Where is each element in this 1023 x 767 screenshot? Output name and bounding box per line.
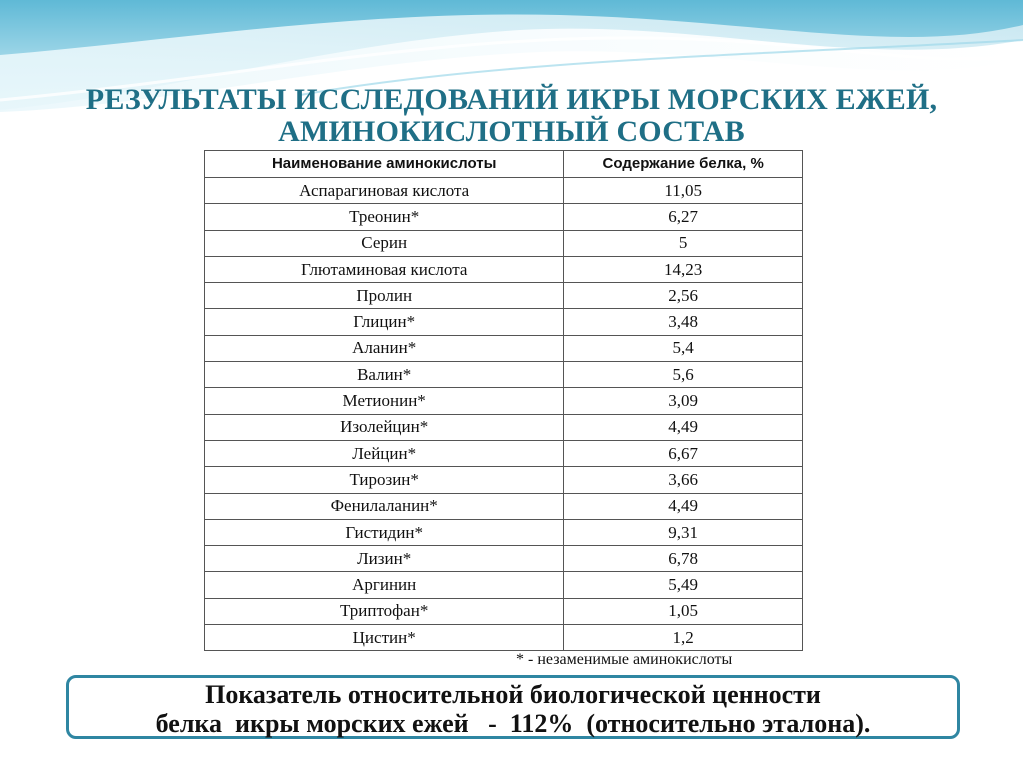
- table-row: [205, 335, 803, 361]
- protein-content-cell: 6,27: [564, 204, 803, 230]
- table-row: [205, 362, 803, 388]
- amino-acid-name-cell: Аланин*: [205, 335, 564, 361]
- protein-content-cell: 6,78: [564, 546, 803, 572]
- amino-acid-name-cell: Цистин*: [205, 625, 564, 651]
- table-row: [205, 414, 803, 440]
- page-title-line-1: РЕЗУЛЬТАТЫ ИССЛЕДОВАНИЙ ИКРЫ МОРСКИХ ЕЖЕЙ,: [85, 83, 938, 116]
- table-row: [205, 230, 803, 256]
- table-row: [205, 625, 803, 651]
- amino-acid-name-cell: Лизин*: [205, 546, 564, 572]
- table-row: [205, 204, 803, 230]
- amino-acid-name-cell: Изолейцин*: [205, 414, 564, 440]
- protein-content-cell: 2,56: [564, 283, 803, 309]
- amino-acid-name-cell: Метионин*: [205, 388, 564, 414]
- amino-acid-name-cell: Валин*: [205, 362, 564, 388]
- page-title-line-2: АМИНОКИСЛОТНЫЙ СОСТАВ: [278, 115, 745, 148]
- table-row: [205, 309, 803, 335]
- amino-acid-table: [204, 150, 803, 651]
- amino-acid-name-cell: Триптофан*: [205, 598, 564, 624]
- amino-acid-name-cell: Пролин: [205, 283, 564, 309]
- amino-acid-name-cell: Гистидин*: [205, 519, 564, 545]
- amino-acid-name-cell: Лейцин*: [205, 440, 564, 466]
- table-row: [205, 440, 803, 466]
- protein-content-cell: 5: [564, 230, 803, 256]
- protein-content-cell: 1,2: [564, 625, 803, 651]
- amino-acid-name-cell: Аспарагиновая кислота: [205, 178, 564, 204]
- table-row: [205, 493, 803, 519]
- table-header-row: [205, 151, 803, 178]
- table-row: [205, 283, 803, 309]
- protein-content-cell: 3,66: [564, 467, 803, 493]
- table-row: [205, 388, 803, 414]
- summary-line-2: белка икры морских ежей - 112% (относительно эталона).: [155, 709, 871, 738]
- protein-content-cell: 5,4: [564, 335, 803, 361]
- table-row: [205, 519, 803, 545]
- protein-content-cell: 1,05: [564, 598, 803, 624]
- table-row: [205, 598, 803, 624]
- protein-content-cell: 4,49: [564, 493, 803, 519]
- protein-content-cell: 9,31: [564, 519, 803, 545]
- amino-acid-name-cell: Фенилаланин*: [205, 493, 564, 519]
- table-row: [205, 572, 803, 598]
- table-row: [205, 546, 803, 572]
- protein-content-cell: 3,09: [564, 388, 803, 414]
- footnote: * - незаменимые аминокислоты: [516, 651, 733, 668]
- protein-content-cell: 6,67: [564, 440, 803, 466]
- table-row: [205, 467, 803, 493]
- summary-box: [66, 675, 960, 739]
- amino-acid-name-cell: Треонин*: [205, 204, 564, 230]
- summary-line-1: Показатель относительной биологической ценности: [205, 680, 821, 709]
- table-row: [205, 256, 803, 282]
- table-row: [205, 178, 803, 204]
- protein-content-cell: 11,05: [564, 178, 803, 204]
- protein-content-cell: 5,6: [564, 362, 803, 388]
- amino-acid-name-cell: Серин: [205, 230, 564, 256]
- protein-content-cell: 14,23: [564, 256, 803, 282]
- table-body: [205, 178, 803, 651]
- page-title: [0, 84, 1023, 148]
- amino-acid-name-cell: Глютаминовая кислота: [205, 256, 564, 282]
- protein-content-cell: 3,48: [564, 309, 803, 335]
- column-header-content: Содержание белка, %: [564, 151, 803, 178]
- amino-acid-name-cell: Аргинин: [205, 572, 564, 598]
- protein-content-cell: 5,49: [564, 572, 803, 598]
- amino-acid-name-cell: Тирозин*: [205, 467, 564, 493]
- protein-content-cell: 4,49: [564, 414, 803, 440]
- amino-acid-name-cell: Глицин*: [205, 309, 564, 335]
- column-header-name: Наименование аминокислоты: [205, 151, 564, 178]
